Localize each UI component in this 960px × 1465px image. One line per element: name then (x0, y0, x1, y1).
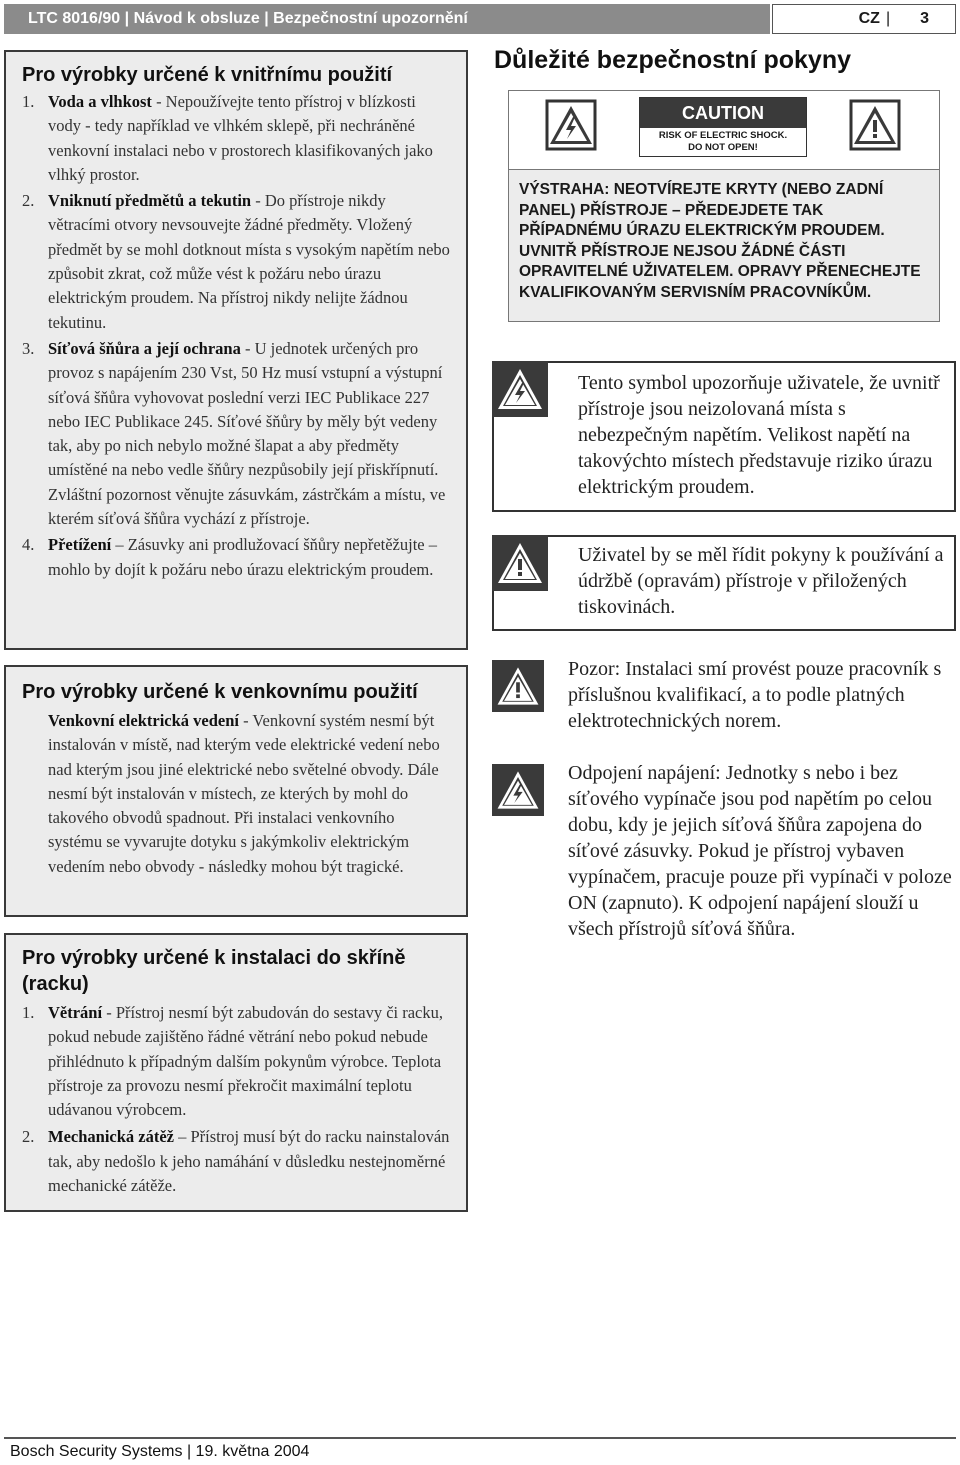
list-item (22, 1125, 452, 1198)
item-text: – Přístroj musí být do racku nainstalován tak, aby nedošlo k jeho namáhání v důsledku nestejnoměrné mechanické zátěže. (48, 1127, 450, 1196)
outdoor-title: Pro výrobky určené k venkovnímu použití (22, 681, 418, 703)
header-lang: CZ (858, 10, 880, 27)
item-number: 2. (22, 1127, 35, 1147)
lightning-symbol-icon (492, 361, 548, 417)
caution-sign (639, 97, 807, 157)
important-title: Důležité bezpečnostní pokyny (494, 46, 852, 74)
list-item (22, 189, 452, 335)
page-header (4, 4, 770, 34)
indoor-list (22, 90, 452, 582)
footer-divider (4, 1437, 956, 1439)
exclamation-symbol-icon (492, 535, 548, 591)
list-item (22, 1001, 452, 1122)
outdoor-paragraph (22, 709, 452, 879)
symbol-exclamation-text: Uživatel by se měl řídit pokyny k používání a údržbě (opravám) přístroje v přiložených tiskovinách. (578, 544, 944, 618)
item-number: 1. (22, 1003, 35, 1022)
caution-sign-sub: RISK OF ELECTRIC SHOCK. DO NOT OPEN! (658, 130, 788, 153)
rack-section (4, 933, 468, 1212)
lightning-note-icon (492, 764, 544, 816)
item-number: 1. (22, 92, 35, 111)
page-number: 3 (920, 10, 929, 27)
item-heading: Mechanická zátěž (48, 1127, 174, 1147)
header-separator: | (885, 10, 891, 27)
header-title: LTC 8016/90 | Návod k obsluze | Bezpečnostní upozornění (28, 10, 468, 27)
power-disconnect-text: Odpojení napájení: Jednotky s nebo i bez síťového vypínače jsou pod napětím po celou dobu, kdy je jejich síťová šňůra zapojena do síťové zásuvky. Pokud je přístroj vybaven vypínačem, pracuje pouze při vypínači v poloze ON (zapnuto). K odpojení napájení slouží u všech přístrojů síťová šňůra. (568, 762, 952, 940)
caution-warning-text: VÝSTRAHA: NEOTVÍREJTE KRYTY (NEBO ZADNÍ PANEL) PŘÍSTROJE – PŘEDEJDETE TAK PŘÍPADNÉMU ÚRAZU ELEKTRICKÝM PROUDEM. UVNITŘ PŘÍSTROJE NEJSOU ŽÁDNÉ ČÁSTI OPRAVITELNÉ UŽIVATELEM. OPRAVY PŘENECHEJTE KVALIFIKOVANÝM SERVISNÍM PRACOVNÍKŮM. (519, 181, 921, 301)
item-number: 2. (22, 191, 35, 211)
item-heading: Síťová šňůra a její ochrana (48, 338, 241, 358)
lightning-warning-icon (545, 99, 597, 151)
item-heading: Voda a vlhkost (48, 92, 152, 111)
footer-text: Bosch Security Systems | 19. května 2004 (10, 1443, 310, 1460)
item-heading: Přetížení (48, 535, 112, 555)
item-text: - Přístroj nesmí být zabudován do sestavy či racku, pokud nebude zajištěno řádné větrání nebo pokud nebude přihlédnuto k případným dalším pokynům výrobce. Teplota přístroje za provozu nesmí překročit maximální teplotu udávanou výrobcem. (48, 1003, 444, 1120)
item-text: - Do přístroje nikdy větracími otvory nevsouvejte žádné předměty. Vložený předmět by se mohl dotknout místa s vysokým napětím nebo způsobit zkrat, což může vést k požáru nebo úrazu elektrickým proudem. Na přístroj nikdy nelijte žádnou tekutinu. (48, 191, 450, 332)
indoor-title: Pro výrobky určené k vnitřnímu použití (22, 64, 393, 86)
list-item (22, 90, 452, 187)
outdoor-section (4, 665, 468, 917)
item-heading: Větrání (48, 1003, 103, 1022)
item-text: - U jednotek určených pro provoz s napájením 230 Vst, 50 Hz musí vstupní a výstupní síťová šňůra vyhovovat poslední verzi IEC Publikace 227 nebo IEC Publikace 245. Síťové šňůry by měly být vedeny tak, aby po nich nebylo možné šlapat a aby předměty umístěné na nebo vedle šňůry nezpůsobily její přiskřípnutí. Zvláštní pozornost věnujte zásuvkám, zástrčkám a místu, ve kterém síťová šňůra vychází z přístroje. (48, 338, 446, 529)
installation-note-text: Pozor: Instalaci smí provést pouze pracovník s příslušnou kvalifikací, a to podle platných elektrotechnických norem. (568, 658, 942, 732)
caution-graphic (509, 91, 939, 170)
item-number: 3. (22, 338, 35, 358)
indoor-section (4, 50, 468, 650)
rack-list (22, 1001, 452, 1198)
caution-label-panel (508, 90, 940, 322)
outdoor-text: - Venkovní systém nesmí být instalován v místě, nad kterým vede elektrické vedení nebo nad kterým jsou jiné elektrické nebo světelné obvody. Dále nesmí být instalován v místech, ze kterých by mohl do takového obvodů spadnout. Při instalaci venkovního systému se vyvarujte dotyku s jakýmkoliv elektrickým vedením nebo obvody - následky mohou být tragické. (48, 711, 440, 876)
rack-title: Pro výrobky určené k instalaci do skříně (racku) (22, 947, 406, 995)
item-text: - Nepoužívejte tento přístroj v blízkosti vody - tedy například ve vlhkém sklepě, při nechráněné venkovní instalaci nebo v prostorech klasifikovaných jako vlhký prostor. (48, 92, 433, 184)
symbol-lightning-text: Tento symbol upozorňuje uživatele, že uvnitř přístroje jsou neizolovaná místa s nebezpečným napětím. Velikost napětí na takovýchto místech představuje riziko úrazu elektrickým proudem. (578, 372, 940, 498)
exclamation-note-icon (492, 660, 544, 712)
list-item (22, 337, 452, 531)
header-page-info (772, 4, 956, 34)
exclamation-warning-icon (849, 99, 901, 151)
list-item (22, 533, 452, 582)
caution-warning-area (509, 170, 939, 321)
item-text: – Zásuvky ani prodlužovací šňůry nepřetěžujte – mohlo by dojít k požáru nebo úrazu elektrickým proudem. (48, 535, 437, 579)
caution-sign-label: CAUTION (640, 98, 806, 128)
item-heading: Vniknutí předmětů a tekutin (48, 191, 252, 211)
item-number: 4. (22, 535, 35, 555)
outdoor-heading: Venkovní elektrická vedení (48, 711, 239, 730)
